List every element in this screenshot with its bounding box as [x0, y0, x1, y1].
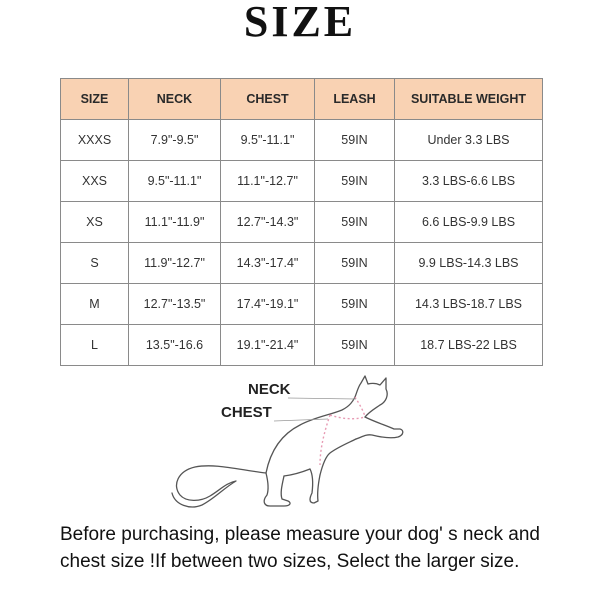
cell-chest: 11.1"-12.7": [221, 161, 315, 202]
cat-measurement-illustration: [170, 375, 430, 510]
cat-belly-outline: [284, 469, 310, 476]
cat-head-outline: [355, 376, 387, 417]
neck-pointer-line: [288, 398, 356, 399]
cell-leash: 59IN: [315, 284, 395, 325]
header-leash: LEASH: [315, 79, 395, 120]
neck-label: NECK: [248, 381, 291, 398]
header-suitable-weight: SUITABLE WEIGHT: [395, 79, 543, 120]
header-neck: NECK: [129, 79, 221, 120]
chest-strap-line: [320, 415, 330, 465]
cell-size: L: [61, 325, 129, 366]
cat-back-outline: [266, 397, 355, 473]
cell-size: XS: [61, 202, 129, 243]
size-chart-table: [60, 78, 543, 366]
cat-chest-outline: [320, 439, 356, 475]
cell-weight: Under 3.3 LBS: [395, 120, 543, 161]
cell-weight: 18.7 LBS-22 LBS: [395, 325, 543, 366]
table-row: [61, 243, 543, 284]
cell-chest: 12.7"-14.3": [221, 202, 315, 243]
cat-front-leg-raised: [356, 417, 403, 439]
cell-neck: 9.5"-11.1": [129, 161, 221, 202]
cell-chest: 17.4"-19.1": [221, 284, 315, 325]
chest-label: CHEST: [221, 404, 272, 421]
cell-neck: 11.9"-12.7": [129, 243, 221, 284]
cell-leash: 59IN: [315, 161, 395, 202]
header-chest: CHEST: [221, 79, 315, 120]
cell-weight: 6.6 LBS-9.9 LBS: [395, 202, 543, 243]
table-header-row: [61, 79, 543, 120]
cell-chest: 19.1"-21.4": [221, 325, 315, 366]
cell-leash: 59IN: [315, 120, 395, 161]
cell-neck: 12.7"-13.5": [129, 284, 221, 325]
cell-neck: 13.5"-16.6: [129, 325, 221, 366]
table-row: [61, 120, 543, 161]
cell-size: XXXS: [61, 120, 129, 161]
cell-leash: 59IN: [315, 243, 395, 284]
table-row: [61, 202, 543, 243]
chest-pointer-line: [274, 419, 328, 421]
cell-chest: 9.5"-11.1": [221, 120, 315, 161]
neck-strap-line: [355, 397, 365, 417]
cell-size: M: [61, 284, 129, 325]
cat-front-leg: [310, 469, 320, 503]
table-row: [61, 284, 543, 325]
cell-size: XXS: [61, 161, 129, 202]
table-row: [61, 161, 543, 202]
cell-chest: 14.3"-17.4": [221, 243, 315, 284]
cell-neck: 11.1"-11.9": [129, 202, 221, 243]
header-size: SIZE: [61, 79, 129, 120]
table-row: [61, 325, 543, 366]
cell-weight: 14.3 LBS-18.7 LBS: [395, 284, 543, 325]
harness-connector-line: [330, 415, 365, 419]
cell-neck: 7.9"-9.5": [129, 120, 221, 161]
page-title: SIZE: [243, 0, 357, 46]
cell-leash: 59IN: [315, 325, 395, 366]
cell-weight: 9.9 LBS-14.3 LBS: [395, 243, 543, 284]
cell-leash: 59IN: [315, 202, 395, 243]
cell-size: S: [61, 243, 129, 284]
measurement-note: Before purchasing, please measure your dog' s neck and chest size !If between two sizes, Select the larger size.: [60, 524, 540, 572]
cell-weight: 3.3 LBS-6.6 LBS: [395, 161, 543, 202]
cat-tail-outline: [172, 466, 266, 507]
cat-hind-leg: [264, 473, 290, 506]
